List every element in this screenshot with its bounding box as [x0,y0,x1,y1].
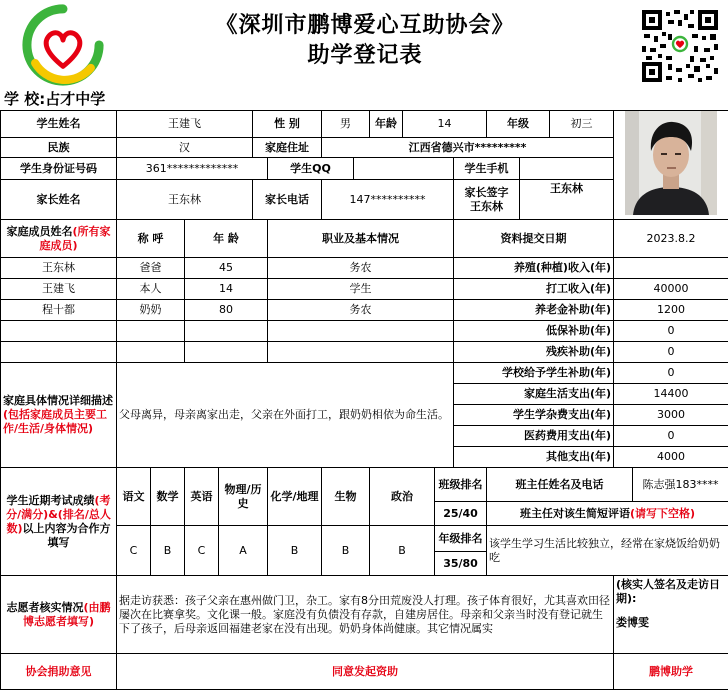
grade-rank-label: 年级排名 [435,526,487,552]
member-5-relation [117,342,185,363]
finance-1-label: 养殖(种植)收入(年) [454,258,614,279]
volunteer-text: 据走访获悉：孩子父亲在惠州做门卫，杂工。家有8分田荒废没人打理。孩子体育很好，尤其喜欢田径屡次在比赛拿奖。文化课一般。家庭没有负债没有存款，自建房居住。母亲和父亲当时没有登记就生下了孩子，后母亲返回福建老家在没有出现。奶奶身体尚健康。其它情况属实 [117,576,614,654]
teacher-value: 陈志强183**** [633,468,728,502]
comment-label-main: 班主任对该生简短评语 [519,506,630,520]
parent-phone-label: 家长电话 [253,180,322,220]
comment-label [487,502,728,526]
finance-3-value: 1200 [614,300,728,321]
address-value: 江西省德兴市********* [322,137,614,158]
student-name-label: 学生姓名 [1,111,117,138]
grade-4: A [219,526,268,576]
member-1-name: 王东林 [1,258,117,279]
member-5-age [185,342,268,363]
finance-5-value: 0 [614,342,728,363]
finance-10-value: 4000 [614,447,728,468]
member-3-job: 务农 [268,300,454,321]
comment-text: 该学生学习生活比较独立，经常在家烧饭给奶奶吃 [487,526,728,576]
exam-label [1,468,117,576]
finance-8-value: 3000 [614,405,728,426]
member-1-age: 45 [185,258,268,279]
situation-label [1,363,117,468]
student-name-value: 王建飞 [117,111,253,138]
member-4-age [185,321,268,342]
finance-7-value: 14400 [614,384,728,405]
volunteer-sign-label: (核实人签名及走访日期): [616,578,721,605]
student-phone-label: 学生手机 [454,158,520,180]
member-3-age: 80 [185,300,268,321]
student-qq-value [354,158,454,180]
member-1-job: 务农 [268,258,454,279]
parent-sign-label-text: 家长签字 [464,185,509,199]
parent-sign-label [454,180,520,220]
exam-label-note: (考分/满分)&(排名/总人数) [6,493,111,535]
registration-table [0,110,728,690]
parent-sign-value: 王东林 [520,180,614,220]
situation-label-main: 家庭具体情况详细描述 [3,394,113,407]
subject-7-header: 政治 [370,468,435,526]
member-2-age: 14 [185,279,268,300]
age-label: 年龄 [370,111,403,138]
subject-4-header: 物理/历史 [219,468,268,526]
grade-7: B [370,526,435,576]
parent-sign-inline: 王东林 [470,199,503,213]
ethnic-label: 民族 [1,137,117,158]
form-title [150,10,580,70]
school-name: 学 校:占才中学 [4,90,106,108]
member-4-relation [117,321,185,342]
family-members-label [1,220,117,258]
age-header: 年 龄 [185,220,268,258]
class-rank-value: 25/40 [435,502,487,526]
grade-label: 年级 [487,111,550,138]
member-2-name: 王建飞 [1,279,117,300]
exam-label-main: 学生近期考试成绩 [6,493,95,507]
teacher-label: 班主任姓名及电话 [487,468,633,502]
parent-name-value: 王东林 [117,180,253,220]
student-phone-value [520,158,614,180]
student-id-value: 361************* [117,158,268,180]
org-name: 鹏博助学 [614,654,728,690]
grade-6: B [322,526,370,576]
comment-label-note: (请写下空格) [629,506,696,520]
finance-10-label: 其他支出(年) [454,447,614,468]
grade-value: 初三 [550,111,614,138]
finance-6-value: 0 [614,363,728,384]
finance-2-value: 40000 [614,279,728,300]
grade-1: C [117,526,151,576]
finance-9-label: 医药费用支出(年) [454,426,614,447]
volunteer-sign [614,576,728,654]
volunteer-label-main: 志愿者核实情况 [6,600,84,614]
finance-2-label: 打工收入(年) [454,279,614,300]
address-label: 家庭住址 [253,137,322,158]
grade-3: C [185,526,219,576]
title-line-2: 助学登记表 [307,42,423,68]
finance-4-value: 0 [614,321,728,342]
parent-name-label: 家长姓名 [1,180,117,220]
member-4-name [1,321,117,342]
member-5-name [1,342,117,363]
finance-7-label: 家庭生活支出(年) [454,384,614,405]
volunteer-label-note: (由鹏博志愿者填写) [22,600,111,628]
family-members-label-main: 家庭成员姓名 [6,224,73,238]
member-2-job: 学生 [268,279,454,300]
finance-3-label: 养老金补助(年) [454,300,614,321]
finance-6-label: 学校给予学生补助(年) [454,363,614,384]
donation-opinion-value: 同意发起资助 [117,654,614,690]
student-id-label: 学生身份证号码 [1,158,117,180]
finance-1-value [614,258,728,279]
volunteer-label [1,576,117,654]
donation-opinion-label: 协会捐助意见 [1,654,117,690]
situation-label-note: (包括家庭成员主要工作/生活/身体情况) [3,408,108,435]
situation-text: 父母离异，母亲离家出走，父亲在外面打工，跟奶奶相依为命生活。 [117,363,454,468]
gender-label: 性 别 [253,111,322,138]
submit-date-value: 2023.8.2 [614,220,728,258]
member-3-relation: 奶奶 [117,300,185,321]
grade-5: B [268,526,322,576]
subject-3-header: 英语 [185,468,219,526]
subject-1-header: 语文 [117,468,151,526]
finance-8-label: 学生学杂费支出(年) [454,405,614,426]
submit-date-label: 资料提交日期 [454,220,614,258]
finance-5-label: 残疾补助(年) [454,342,614,363]
gender-value: 男 [322,111,370,138]
finance-4-label: 低保补助(年) [454,321,614,342]
grade-rank-value: 35/80 [435,552,487,576]
age-value: 14 [403,111,487,138]
grade-2: B [151,526,185,576]
member-2-relation: 本人 [117,279,185,300]
family-members-label-note: (所有家庭成员) [39,224,111,252]
heart-logo-icon [22,4,104,86]
student-photo [614,111,728,220]
student-photo-icon [625,111,717,215]
ethnic-value: 汉 [117,137,253,158]
finance-9-value: 0 [614,426,728,447]
member-5-job [268,342,454,363]
subject-6-header: 生物 [322,468,370,526]
job-header: 职业及基本情况 [268,220,454,258]
volunteer-sign-name: 娄博雯 [616,616,650,629]
qr-code-icon [640,8,720,84]
member-1-relation: 爸爸 [117,258,185,279]
class-rank-label: 班级排名 [435,468,487,502]
form-header [0,0,728,88]
subject-5-header: 化学/地理 [268,468,322,526]
subject-2-header: 数学 [151,468,185,526]
relation-header: 称 呼 [117,220,185,258]
student-qq-label: 学生QQ [268,158,354,180]
exam-label-tail: 以上内容为合作方填写 [22,521,111,549]
title-line-1: 《深圳市鹏博爱心互助协会》 [215,12,515,38]
member-3-name: 程十都 [1,300,117,321]
parent-phone-value: 147********** [322,180,454,220]
member-4-job [268,321,454,342]
